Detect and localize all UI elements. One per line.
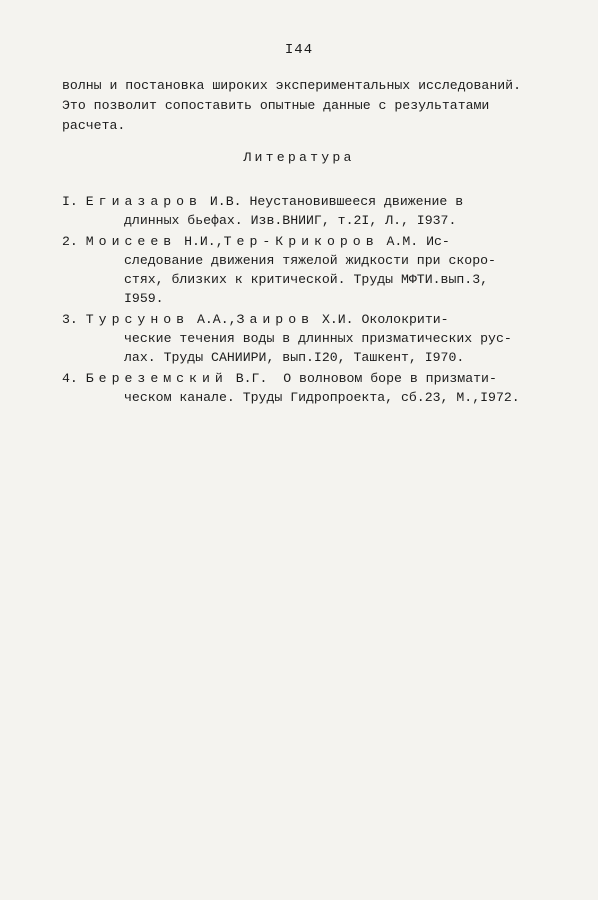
reference-author: Турсунов bbox=[85, 312, 190, 327]
reference-first-line bbox=[62, 232, 562, 251]
reference-continuation: следование движения тяжелой жидкости при скоро- bbox=[124, 253, 496, 268]
reference-first-line bbox=[62, 369, 562, 388]
reference-item bbox=[62, 310, 562, 367]
reference-item bbox=[62, 369, 562, 407]
reference-text: Х.И. Околокрити- bbox=[314, 312, 449, 327]
reference-continuation: ческом канале. Труды Гидропроекта, сб.23, М.,I972. bbox=[124, 390, 520, 405]
reference-continuation: I959. bbox=[124, 291, 164, 306]
references-heading: Литература bbox=[243, 150, 355, 165]
reference-author: Егиазаров bbox=[85, 194, 202, 209]
reference-first-line bbox=[62, 310, 562, 329]
reference-author-second: Заиров bbox=[236, 312, 315, 327]
reference-item bbox=[62, 192, 562, 230]
reference-item bbox=[62, 232, 562, 308]
reference-continuation: стях, близких к критической. Труды МФТИ.вып.3, bbox=[124, 272, 489, 287]
intro-line: волны и постановка широких экспериментальных исследований. bbox=[62, 78, 521, 93]
reference-text: В.Г. О волновом боре в призмати- bbox=[227, 371, 497, 386]
page-number: I44 bbox=[284, 42, 314, 58]
reference-number: 4. bbox=[62, 371, 78, 386]
reference-number: I. bbox=[62, 194, 78, 209]
reference-text: А.А., bbox=[189, 312, 237, 327]
reference-author: Береземский bbox=[85, 371, 228, 386]
reference-author: Моисеев bbox=[85, 234, 177, 249]
reference-first-line bbox=[62, 192, 562, 211]
reference-text: Н.И., bbox=[176, 234, 224, 249]
reference-number: 3. bbox=[62, 312, 78, 327]
reference-list bbox=[62, 192, 562, 409]
reference-author-second: Тер-Крикоров bbox=[223, 234, 379, 249]
reference-continuation: лах. Труды САНИИРИ, вып.I20, Ташкент, I970. bbox=[124, 350, 465, 365]
intro-paragraph bbox=[62, 76, 552, 136]
reference-number: 2. bbox=[62, 234, 78, 249]
reference-text: И.В. Неустановившееся движение в bbox=[201, 194, 464, 209]
reference-continuation: ческие течения воды в длинных призматических рус- bbox=[124, 331, 512, 346]
reference-continuation: длинных бьефах. Изв.ВНИИГ, т.2I, Л., I937. bbox=[124, 213, 457, 228]
intro-line: расчета. bbox=[62, 118, 126, 133]
intro-line: Это позволит сопоставить опытные данные с результатами bbox=[62, 98, 490, 113]
reference-text: А.М. Ис- bbox=[378, 234, 450, 249]
